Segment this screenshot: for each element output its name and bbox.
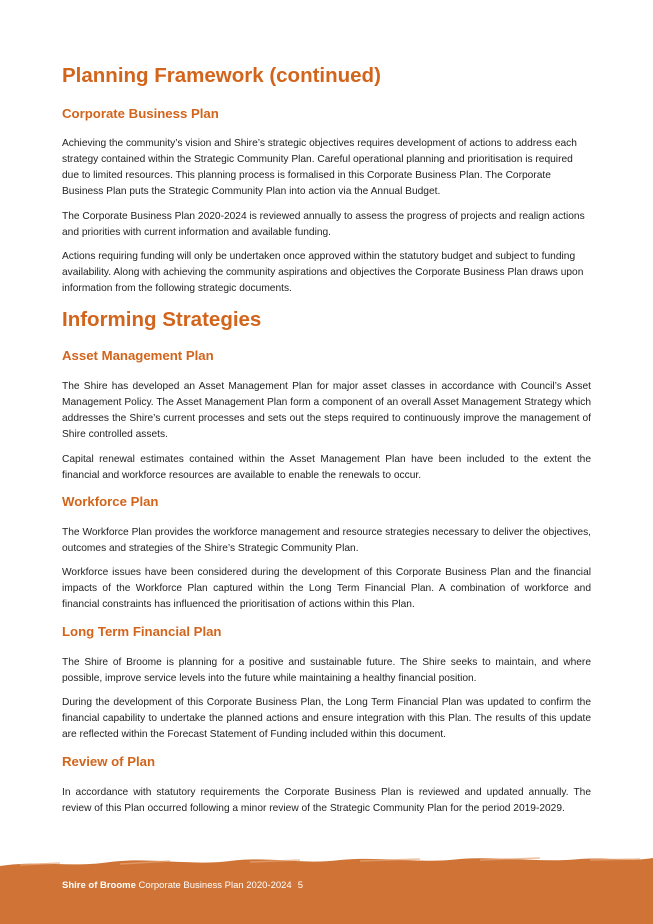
section-heading-long-term-financial-plan: Long Term Financial Plan <box>62 624 222 639</box>
amp-paragraph-1: The Shire has developed an Asset Management Plan for major asset classes in accordance with Council’s Asset Management Policy. The Asset Management Plan form a component of an overall Asset Management Strategy which addresses the Shire’s current processes and sets out the steps required to continuously improve the management of Shire controlled assets. <box>62 381 591 440</box>
wp-paragraph-1: The Workforce Plan provides the workforce management and resource strategies necessary to deliver the objectives, outcomes and strategies of the Shire’s Strategic Community Plan. <box>62 527 591 554</box>
footer-text <box>62 880 303 891</box>
informing-strategies-title: Informing Strategies <box>62 308 262 331</box>
cbp-paragraph-3: Actions requiring funding will only be undertaken once approved within the statutory budget and subject to funding availability. Along with achieving the community aspirations and objectives the Corporate Business Plan draws upon information from the following strategic documents. <box>62 251 584 294</box>
section-heading-asset-management-plan: Asset Management Plan <box>62 348 214 363</box>
footer-org: Shire of Broome <box>62 880 136 891</box>
section-heading-workforce-plan: Workforce Plan <box>62 494 159 509</box>
ltfp-paragraph-1: The Shire of Broome is planning for a positive and sustainable future. The Shire seeks to maintain, and where possible, improve service levels into the future while maintaining a healthy financial position. <box>62 657 591 684</box>
cbp-paragraph-1: Achieving the community’s vision and Shire’s strategic objectives requires development of actions to address each strategy contained within the Strategic Community Plan. Careful operational planning and prioritisation is required due to limited resources. This planning process is formalised in this Corporate Business Plan. The Corporate Business Plan puts the Strategic Community Plan into action via the Annual Budget. <box>62 138 577 197</box>
page-title: Planning Framework (continued) <box>62 64 381 87</box>
amp-paragraph-2: Capital renewal estimates contained within the Asset Management Plan have been included to the extent the financial and workforce resources are available to enable the renewals to occur. <box>62 454 591 481</box>
section-heading-review-of-plan: Review of Plan <box>62 754 156 769</box>
section-heading-corporate-business-plan: Corporate Business Plan <box>62 106 219 121</box>
wp-paragraph-2: Workforce issues have been considered during the development of this Corporate Business Plan and the financial impacts of the Workforce Plan captured within the Long Term Financial Plan. A combination of workforce and financial constraints has influenced the prioritisation of actions within this Plan. <box>62 567 591 610</box>
ltfp-paragraph-2: During the development of this Corporate Business Plan, the Long Term Financial Plan was updated to confirm the financial capability to undertake the planned actions and ensure integration with this Plan. The results of this update are reflected within the Forecast Statement of Funding included within this document. <box>62 697 591 740</box>
rop-paragraph-1: In accordance with statutory requirements the Corporate Business Plan is reviewed and updated annually. The review of this Plan occurred following a minor review of the Strategic Community Plan for the period 2019-2029. <box>62 787 591 814</box>
footer-doc-title: Corporate Business Plan 2020-2024 <box>135 880 292 891</box>
footer-band-shape <box>0 858 653 924</box>
cbp-paragraph-2: The Corporate Business Plan 2020-2024 is reviewed annually to assess the progress of projects and realign actions and priorities with current information and available funding. <box>62 211 585 238</box>
page-number: 5 <box>297 880 303 891</box>
